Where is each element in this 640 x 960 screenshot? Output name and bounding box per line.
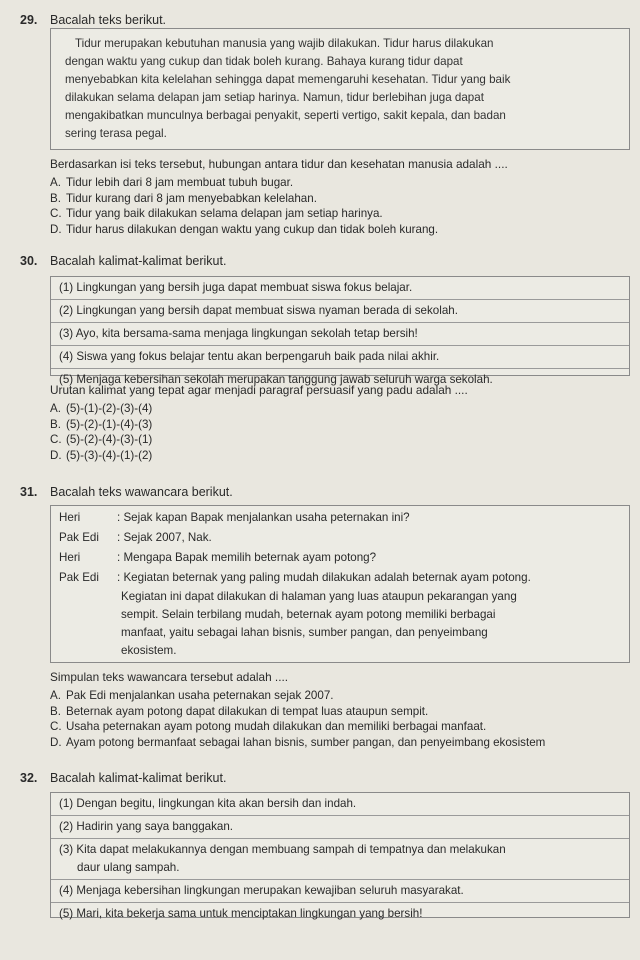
statement-row: (5) Mari, kita bekerja sama untuk menciptakan lingkungan yang bersih! xyxy=(59,907,423,920)
option-letter: C. xyxy=(50,720,62,733)
passage-line: menyebabkan kita kelelahan sehingga dapat memengaruhi kesehatan. Tidur yang baik xyxy=(65,73,511,86)
option-letter: B. xyxy=(50,417,61,431)
utterance: : Sejak kapan Bapak menjalankan usaha peternakan ini? xyxy=(117,511,410,524)
option-d[interactable] xyxy=(50,222,635,238)
question-31-dialogue-box xyxy=(50,505,630,663)
speaker: Heri xyxy=(59,551,81,564)
statement-continuation: daur ulang sampah. xyxy=(77,861,180,874)
utterance-continuation: ekosistem. xyxy=(121,644,177,657)
option-a[interactable] xyxy=(50,688,635,704)
option-letter: A. xyxy=(50,176,61,189)
statement-text: (3) Kita dapat melakukannya dengan membuang sampah di tempatnya dan melakukan xyxy=(59,843,506,856)
passage-line: mengakibatkan munculnya berbagai penyakit, seperti vertigo, sakit kepala, dan badan xyxy=(65,109,506,122)
statement-row: (2) Hadirin yang saya banggakan. xyxy=(51,816,629,839)
statement-row: (3) Ayo, kita bersama-sama menjaga lingkungan sekolah tetap bersih! xyxy=(51,323,629,346)
option-letter: D. xyxy=(50,222,62,236)
question-instruction: Bacalah kalimat-kalimat berikut. xyxy=(50,771,227,785)
option-text: (5)-(2)-(1)-(4)-(3) xyxy=(66,417,153,431)
question-31-options xyxy=(50,688,635,750)
statement-row: (4) Menjaga kebersihan lingkungan merupakan kewajiban seluruh masyarakat. xyxy=(51,880,629,903)
passage-line: sering terasa pegal. xyxy=(65,127,167,140)
question-30-header xyxy=(20,253,226,269)
option-letter: A. xyxy=(50,402,61,415)
option-text: Ayam potong bermanfaat sebagai lahan bisnis, sumber pangan, dan penyeimbang ekosistem xyxy=(66,735,546,749)
question-30-statements-box xyxy=(50,276,630,386)
dialogue-row xyxy=(51,528,629,548)
option-c[interactable] xyxy=(50,206,635,222)
passage-line: Tidur merupakan kebutuhan manusia yang wajib dilakukan. Tidur harus dilakukan xyxy=(75,37,494,50)
utterance: : Mengapa Bapak memilih beternak ayam potong? xyxy=(117,551,377,564)
option-letter: D. xyxy=(50,735,62,749)
question-29-stem: Berdasarkan isi teks tersebut, hubungan antara tidur dan kesehatan manusia adalah .... xyxy=(50,157,508,171)
option-text: Tidur harus dilakukan dengan waktu yang cukup dan tidak boleh kurang. xyxy=(66,222,439,236)
question-instruction: Bacalah teks wawancara berikut. xyxy=(50,485,233,499)
question-29-options xyxy=(50,175,635,237)
option-text: Pak Edi menjalankan usaha peternakan sejak 2007. xyxy=(66,689,334,702)
option-text: (5)-(1)-(2)-(3)-(4) xyxy=(66,402,153,415)
question-30-options xyxy=(50,401,635,463)
question-number: 29. xyxy=(20,13,38,27)
option-letter: B. xyxy=(50,191,61,205)
speaker: Pak Edi xyxy=(59,571,99,584)
question-29-passage-box xyxy=(50,28,630,150)
option-letter: B. xyxy=(50,704,61,718)
question-number: 32. xyxy=(20,771,38,785)
dialogue-row xyxy=(51,568,629,588)
speaker: Heri xyxy=(59,511,81,524)
option-letter: A. xyxy=(50,689,61,702)
dialogue-row xyxy=(51,508,629,528)
option-c[interactable] xyxy=(50,432,635,448)
passage-line: dilakukan selama delapan jam setiap harinya. Namun, tidur berlebihan juga dapat xyxy=(65,91,484,104)
question-30-stem: Urutan kalimat yang tepat agar menjadi paragraf persuasif yang padu adalah .... xyxy=(50,383,468,397)
utterance-continuation: Kegiatan ini dapat dilakukan di halaman yang luas ataupun pekarangan yang xyxy=(121,590,517,603)
passage xyxy=(51,29,629,147)
question-number: 31. xyxy=(20,485,38,499)
dialogue-row xyxy=(51,548,629,568)
statement-row: (4) Siswa yang fokus belajar tentu akan berpengaruh baik pada nilai akhir. xyxy=(51,346,629,369)
option-b[interactable] xyxy=(50,704,635,720)
option-text: (5)-(2)-(4)-(3)-(1) xyxy=(66,433,153,446)
utterance-continuation: manfaat, yaitu sebagai lahan bisnis, sumber pangan, dan penyeimbang xyxy=(121,626,488,639)
option-letter: C. xyxy=(50,207,62,220)
option-d[interactable] xyxy=(50,735,635,751)
option-c[interactable] xyxy=(50,719,635,735)
option-text: Tidur yang baik dilakukan selama delapan jam setiap harinya. xyxy=(66,207,383,220)
question-instruction: Bacalah kalimat-kalimat berikut. xyxy=(50,254,227,268)
statement-row: (2) Lingkungan yang bersih dapat membuat siswa nyaman berada di sekolah. xyxy=(51,300,629,323)
passage-line: dengan waktu yang cukup dan tidak boleh kurang. Bahaya kurang tidur dapat xyxy=(65,55,463,68)
question-32-statements-box xyxy=(50,792,630,918)
speaker: Pak Edi xyxy=(59,531,99,544)
question-instruction: Bacalah teks berikut. xyxy=(50,13,167,27)
option-text: Tidur kurang dari 8 jam menyebabkan kelelahan. xyxy=(66,191,317,205)
option-text: (5)-(3)-(4)-(1)-(2) xyxy=(66,448,153,462)
option-d[interactable] xyxy=(50,448,635,464)
option-a[interactable] xyxy=(50,175,635,191)
option-text: Beternak ayam potong dapat dilakukan di tempat luas ataupun sempit. xyxy=(66,704,429,718)
option-b[interactable] xyxy=(50,191,635,207)
statement-row: (5) Menjaga kebersihan sekolah merupakan tanggung jawab seluruh warga sekolah. xyxy=(59,373,493,386)
option-letter: D. xyxy=(50,448,62,462)
question-number: 30. xyxy=(20,254,38,268)
utterance: : Kegiatan beternak yang paling mudah dilakukan adalah beternak ayam potong. xyxy=(117,571,531,584)
statement-row: (1) Dengan begitu, lingkungan kita akan bersih dan indah. xyxy=(51,793,629,816)
statement-row: (1) Lingkungan yang bersih juga dapat membuat siswa fokus belajar. xyxy=(51,277,629,300)
option-letter: C. xyxy=(50,433,62,446)
question-31-header xyxy=(20,484,233,500)
question-32-header xyxy=(20,770,226,786)
option-text: Tidur lebih dari 8 jam membuat tubuh bugar. xyxy=(66,176,294,189)
question-31-stem: Simpulan teks wawancara tersebut adalah .... xyxy=(50,670,289,684)
question-29-header xyxy=(20,12,166,28)
statement-row xyxy=(51,839,629,880)
option-a[interactable] xyxy=(50,401,635,417)
utterance: : Sejak 2007, Nak. xyxy=(117,531,212,544)
option-b[interactable] xyxy=(50,417,635,433)
option-text: Usaha peternakan ayam potong mudah dilakukan dan memiliki berbagai manfaat. xyxy=(66,720,487,733)
utterance-continuation: sempit. Selain terbilang mudah, beternak ayam potong memiliki berbagai xyxy=(121,608,496,621)
